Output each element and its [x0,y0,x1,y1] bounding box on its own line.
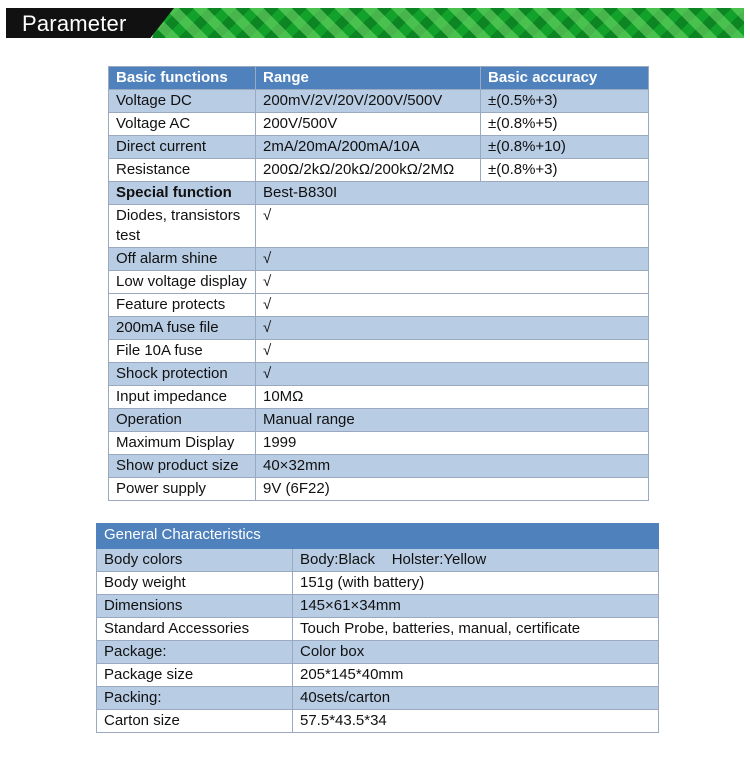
characteristic-label: Carton size [97,710,293,733]
function-range: 200Ω/2kΩ/20kΩ/200kΩ/2MΩ [256,159,481,182]
general-characteristics-title: General Characteristics [97,524,293,549]
table-row [109,294,649,317]
special-function-label: Special function [109,182,256,205]
banner-title: Parameter [22,11,127,36]
characteristic-value: Color box [293,641,659,664]
table-row [97,687,659,710]
table-row [97,710,659,733]
feature-value: 40×32mm [256,455,649,478]
table-row [97,618,659,641]
function-range: 200V/500V [256,113,481,136]
characteristic-label: Packing: [97,687,293,710]
characteristic-value: 145×61×34mm [293,595,659,618]
table-row [109,136,649,159]
header-basic-functions: Basic functions [109,67,256,90]
feature-value: Manual range [256,409,649,432]
characteristic-label: Package size [97,664,293,687]
characteristic-value: 205*145*40mm [293,664,659,687]
characteristic-label: Body weight [97,572,293,595]
general-header-row [97,524,659,549]
header-basic-accuracy: Basic accuracy [481,67,649,90]
function-name: Direct current [109,136,256,159]
feature-value: √ [256,340,649,363]
function-name: Voltage DC [109,90,256,113]
characteristic-label: Standard Accessories [97,618,293,641]
table-row [109,409,649,432]
table-row [109,159,649,182]
feature-name: Shock protection [109,363,256,386]
feature-value: √ [256,317,649,340]
feature-name: Power supply [109,478,256,501]
table-row [109,363,649,386]
table-row [109,90,649,113]
characteristic-label: Package: [97,641,293,664]
table-row [97,549,659,572]
characteristic-value: Touch Probe, batteries, manual, certificate [293,618,659,641]
feature-name: File 10A fuse [109,340,256,363]
table-row [109,386,649,409]
feature-name: Maximum Display [109,432,256,455]
table-row [109,478,649,501]
characteristic-value: 40sets/carton [293,687,659,710]
feature-value: √ [256,271,649,294]
feature-name: Low voltage display [109,271,256,294]
function-range: 2mA/20mA/200mA/10A [256,136,481,159]
banner-stripe [152,8,744,38]
function-accuracy: ±(0.8%+10) [481,136,649,159]
table-row [109,317,649,340]
function-accuracy: ±(0.8%+5) [481,113,649,136]
feature-name: Input impedance [109,386,256,409]
table-row [109,455,649,478]
feature-name: Feature protects [109,294,256,317]
feature-value: 10MΩ [256,386,649,409]
characteristic-value: Body:Black Holster:Yellow [293,549,659,572]
feature-value: √ [256,363,649,386]
feature-name: Diodes, transistors test [109,205,256,248]
function-accuracy: ±(0.5%+3) [481,90,649,113]
table-row [109,340,649,363]
function-range: 200mV/2V/20V/200V/500V [256,90,481,113]
feature-value: 1999 [256,432,649,455]
feature-name: Off alarm shine [109,248,256,271]
special-function-row [109,182,649,205]
feature-value: √ [256,294,649,317]
parameter-banner [0,0,750,50]
feature-name: Operation [109,409,256,432]
characteristic-value: 57.5*43.5*34 [293,710,659,733]
table-row [97,641,659,664]
feature-name: Show product size [109,455,256,478]
function-name: Voltage AC [109,113,256,136]
table-row [97,664,659,687]
characteristic-label: Body colors [97,549,293,572]
header-range: Range [256,67,481,90]
table-row [109,205,649,248]
characteristic-value: 151g (with battery) [293,572,659,595]
feature-value: 9V (6F22) [256,478,649,501]
general-characteristics-table [96,523,659,733]
table-row [109,248,649,271]
table-row [109,113,649,136]
table-row [109,432,649,455]
parameter-table [108,66,649,501]
feature-name: 200mA fuse file [109,317,256,340]
function-accuracy: ±(0.8%+3) [481,159,649,182]
feature-value: √ [256,248,649,271]
feature-value: √ [256,205,649,248]
function-name: Resistance [109,159,256,182]
characteristic-label: Dimensions [97,595,293,618]
model-name: Best-B830I [256,182,649,205]
parameter-header-row [109,67,649,90]
table-row [97,595,659,618]
general-header-blank [293,524,659,549]
table-row [97,572,659,595]
table-row [109,271,649,294]
